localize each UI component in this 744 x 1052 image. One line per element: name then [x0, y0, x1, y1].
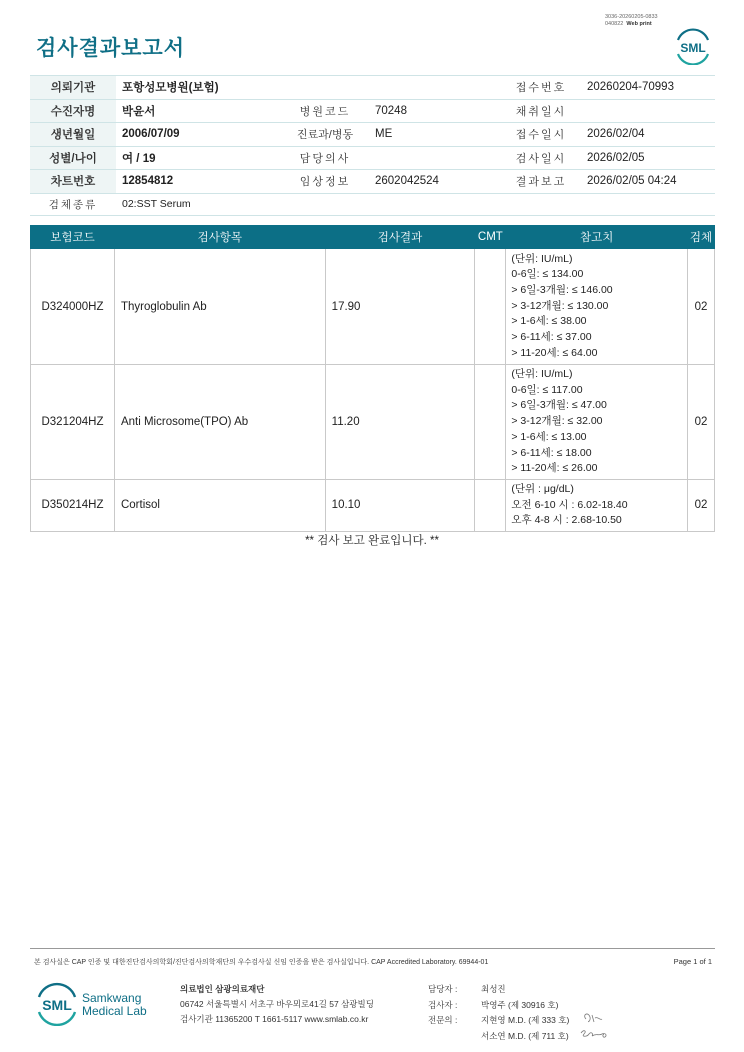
test-result: 11.20 — [325, 365, 475, 480]
col-header-reference: 참고치 — [506, 226, 688, 249]
ref-line: (단위: IU/mL) — [511, 252, 573, 265]
test-result: 10.10 — [325, 479, 475, 531]
insurance-code: D324000HZ — [31, 249, 115, 365]
reference-range — [506, 249, 688, 365]
ref-line: > 1-6세: ≤ 13.00 — [511, 430, 587, 443]
report-complete-note: ** 검사 보고 완료입니다. ** — [305, 535, 439, 547]
birth-value: 2006/07/09 — [116, 123, 281, 147]
info-row — [30, 170, 715, 194]
specimen-code: 02 — [687, 249, 714, 365]
results-header-row — [31, 226, 715, 249]
organization-address: 06742 서울특별시 서초구 바우뫼로41길 57 삼광빌딩 — [180, 999, 374, 1009]
dept-label: 진료과/병동 — [281, 123, 369, 147]
staff-value: 서소연 M.D. (제 711 호) — [481, 1030, 569, 1041]
reference-range — [506, 365, 688, 480]
staff-row — [428, 1029, 569, 1045]
document-code — [605, 14, 658, 27]
doctor-value — [369, 146, 501, 170]
col-header-code: 보험코드 — [31, 226, 115, 249]
clinical-info-label: 임상정보 — [281, 170, 369, 194]
cmt-cell — [475, 249, 506, 365]
doc-code-number: 040822 — [605, 20, 624, 27]
ref-line: > 3-12개월: ≤ 130.00 — [511, 299, 609, 312]
ref-line: > 6-11세: ≤ 37.00 — [511, 331, 592, 344]
page-number: Page 1 of 1 — [673, 957, 712, 966]
doc-code-line2 — [605, 21, 658, 28]
sex-age-label: 성별/나이 — [30, 146, 116, 170]
col-header-result: 검사결과 — [325, 226, 475, 249]
sex-age-value: 여 / 19 — [116, 146, 281, 170]
staff-key: 전문의 : — [428, 1015, 458, 1025]
patient-name-label: 수진자명 — [30, 99, 116, 123]
samkwang-logo-icon — [36, 982, 196, 1026]
organization-contact: 검사기관 11365200 T 1661-5117 www.smlab.co.kr — [180, 1014, 369, 1024]
doc-code-line1: 3036-20260205-0833 — [605, 14, 658, 20]
patient-info-table — [30, 75, 715, 216]
dept-value: ME — [369, 123, 501, 147]
ref-line: 오후 4-8 시 : 2.68-10.50 — [511, 514, 622, 527]
insurance-code: D350214HZ — [31, 479, 115, 531]
organization-name: 의료법인 삼광의료재단 — [180, 984, 265, 994]
certification-text: 본 검사실은 CAP 인증 및 대한진단검사의학회/진단검사의학재단의 우수검사실 신임 인증을 받은 검사실입니다. CAP Accredited Laboratory. 69944-01 — [34, 959, 489, 966]
report-date-value: 2026/02/05 04:24 — [581, 170, 715, 194]
ref-line: > 11-20세: ≤ 26.00 — [511, 462, 598, 475]
ref-line: 0-6일: ≤ 117.00 — [511, 383, 583, 396]
chart-no-label: 차트번호 — [30, 170, 116, 194]
cmt-cell — [475, 365, 506, 480]
sml-logo-icon — [672, 27, 714, 65]
reference-range — [506, 479, 688, 531]
ref-line: > 6일-3개월: ≤ 146.00 — [511, 283, 613, 296]
insurance-code: D321204HZ — [31, 365, 115, 480]
receipt-date-value: 2026/02/04 — [581, 123, 715, 147]
staff-row — [428, 998, 569, 1014]
test-item: Thyroglobulin Ab — [114, 249, 325, 365]
ref-line: (단위 : μg/dL) — [511, 482, 574, 495]
hospital-code-label: 병원코드 — [281, 99, 369, 123]
staff-row — [428, 1013, 569, 1029]
patient-name-value: 박윤서 — [116, 99, 281, 123]
specimen-label: 검체종류 — [30, 193, 116, 215]
sml-logo-text: SML — [680, 41, 706, 55]
specimen-code: 02 — [687, 365, 714, 480]
test-date-value: 2026/02/05 — [581, 146, 715, 170]
signature-icon — [578, 1009, 612, 1039]
ref-line: 오전 6-10 시 : 6.02-18.40 — [511, 498, 628, 511]
collect-time-value — [581, 99, 715, 123]
result-row — [31, 365, 715, 480]
staff-row — [428, 982, 569, 998]
doctor-label: 담당의사 — [281, 146, 369, 170]
institution-label: 의뢰기관 — [30, 76, 116, 100]
info-row — [30, 193, 715, 215]
samkwang-logo-mark: SML — [42, 997, 72, 1013]
specimen-code: 02 — [687, 479, 714, 531]
clinical-info-value: 2602042524 — [369, 170, 501, 194]
test-date-label: 검사일시 — [501, 146, 581, 170]
result-row — [31, 479, 715, 531]
hospital-code-value: 70248 — [369, 99, 501, 123]
collect-time-label: 채취일시 — [501, 99, 581, 123]
cmt-cell — [475, 479, 506, 531]
info-row — [30, 76, 715, 100]
staff-value: 박영주 (제 30916 호) — [481, 999, 559, 1010]
chart-no-value: 12854812 — [116, 170, 281, 194]
results-table — [30, 225, 715, 532]
test-item: Anti Microsome(TPO) Ab — [114, 365, 325, 480]
staff-value: 최성진 — [481, 984, 506, 994]
col-header-item: 검사항목 — [114, 226, 325, 249]
receipt-date-label: 접수일시 — [501, 123, 581, 147]
logo-line1: Samkwang — [82, 991, 142, 1005]
test-result: 17.90 — [325, 249, 475, 365]
ref-line: > 3-12개월: ≤ 32.00 — [511, 415, 603, 428]
col-header-cmt: CMT — [475, 226, 506, 249]
staff-value: 지현영 M.D. (제 333 호) — [481, 1015, 570, 1025]
ref-line: (단위: IU/mL) — [511, 368, 573, 380]
receipt-no-label: 접수번호 — [501, 76, 581, 100]
info-row — [30, 99, 715, 123]
specimen-value: 02:SST Serum — [116, 193, 715, 215]
staff-info — [428, 982, 569, 1044]
staff-key: 담당자 : — [428, 984, 458, 994]
receipt-no-value: 20260204-70993 — [581, 76, 715, 100]
result-row — [31, 249, 715, 365]
info-row — [30, 123, 715, 147]
footer-divider — [30, 948, 715, 949]
ref-line: > 11-20세: ≤ 64.00 — [511, 346, 598, 359]
info-row — [30, 146, 715, 170]
report-date-label: 결과보고 — [501, 170, 581, 194]
col-header-specimen: 검체 — [687, 226, 714, 249]
test-item: Cortisol — [114, 479, 325, 531]
web-print-label: Web print — [626, 20, 652, 27]
staff-key: 검사자 : — [428, 999, 458, 1010]
ref-line: > 6일-3개월: ≤ 47.00 — [511, 399, 607, 412]
report-title: 검사결과보고서 — [36, 37, 186, 60]
ref-line: > 1-6세: ≤ 38.00 — [511, 315, 587, 328]
organization-info — [180, 982, 374, 1027]
birth-label: 생년월일 — [30, 123, 116, 147]
ref-line: 0-6일: ≤ 134.00 — [511, 268, 584, 281]
institution-value: 포항성모병원(보험) — [116, 76, 501, 100]
ref-line: > 6-11세: ≤ 18.00 — [511, 446, 592, 459]
logo-line2: Medical Lab — [82, 1004, 147, 1018]
